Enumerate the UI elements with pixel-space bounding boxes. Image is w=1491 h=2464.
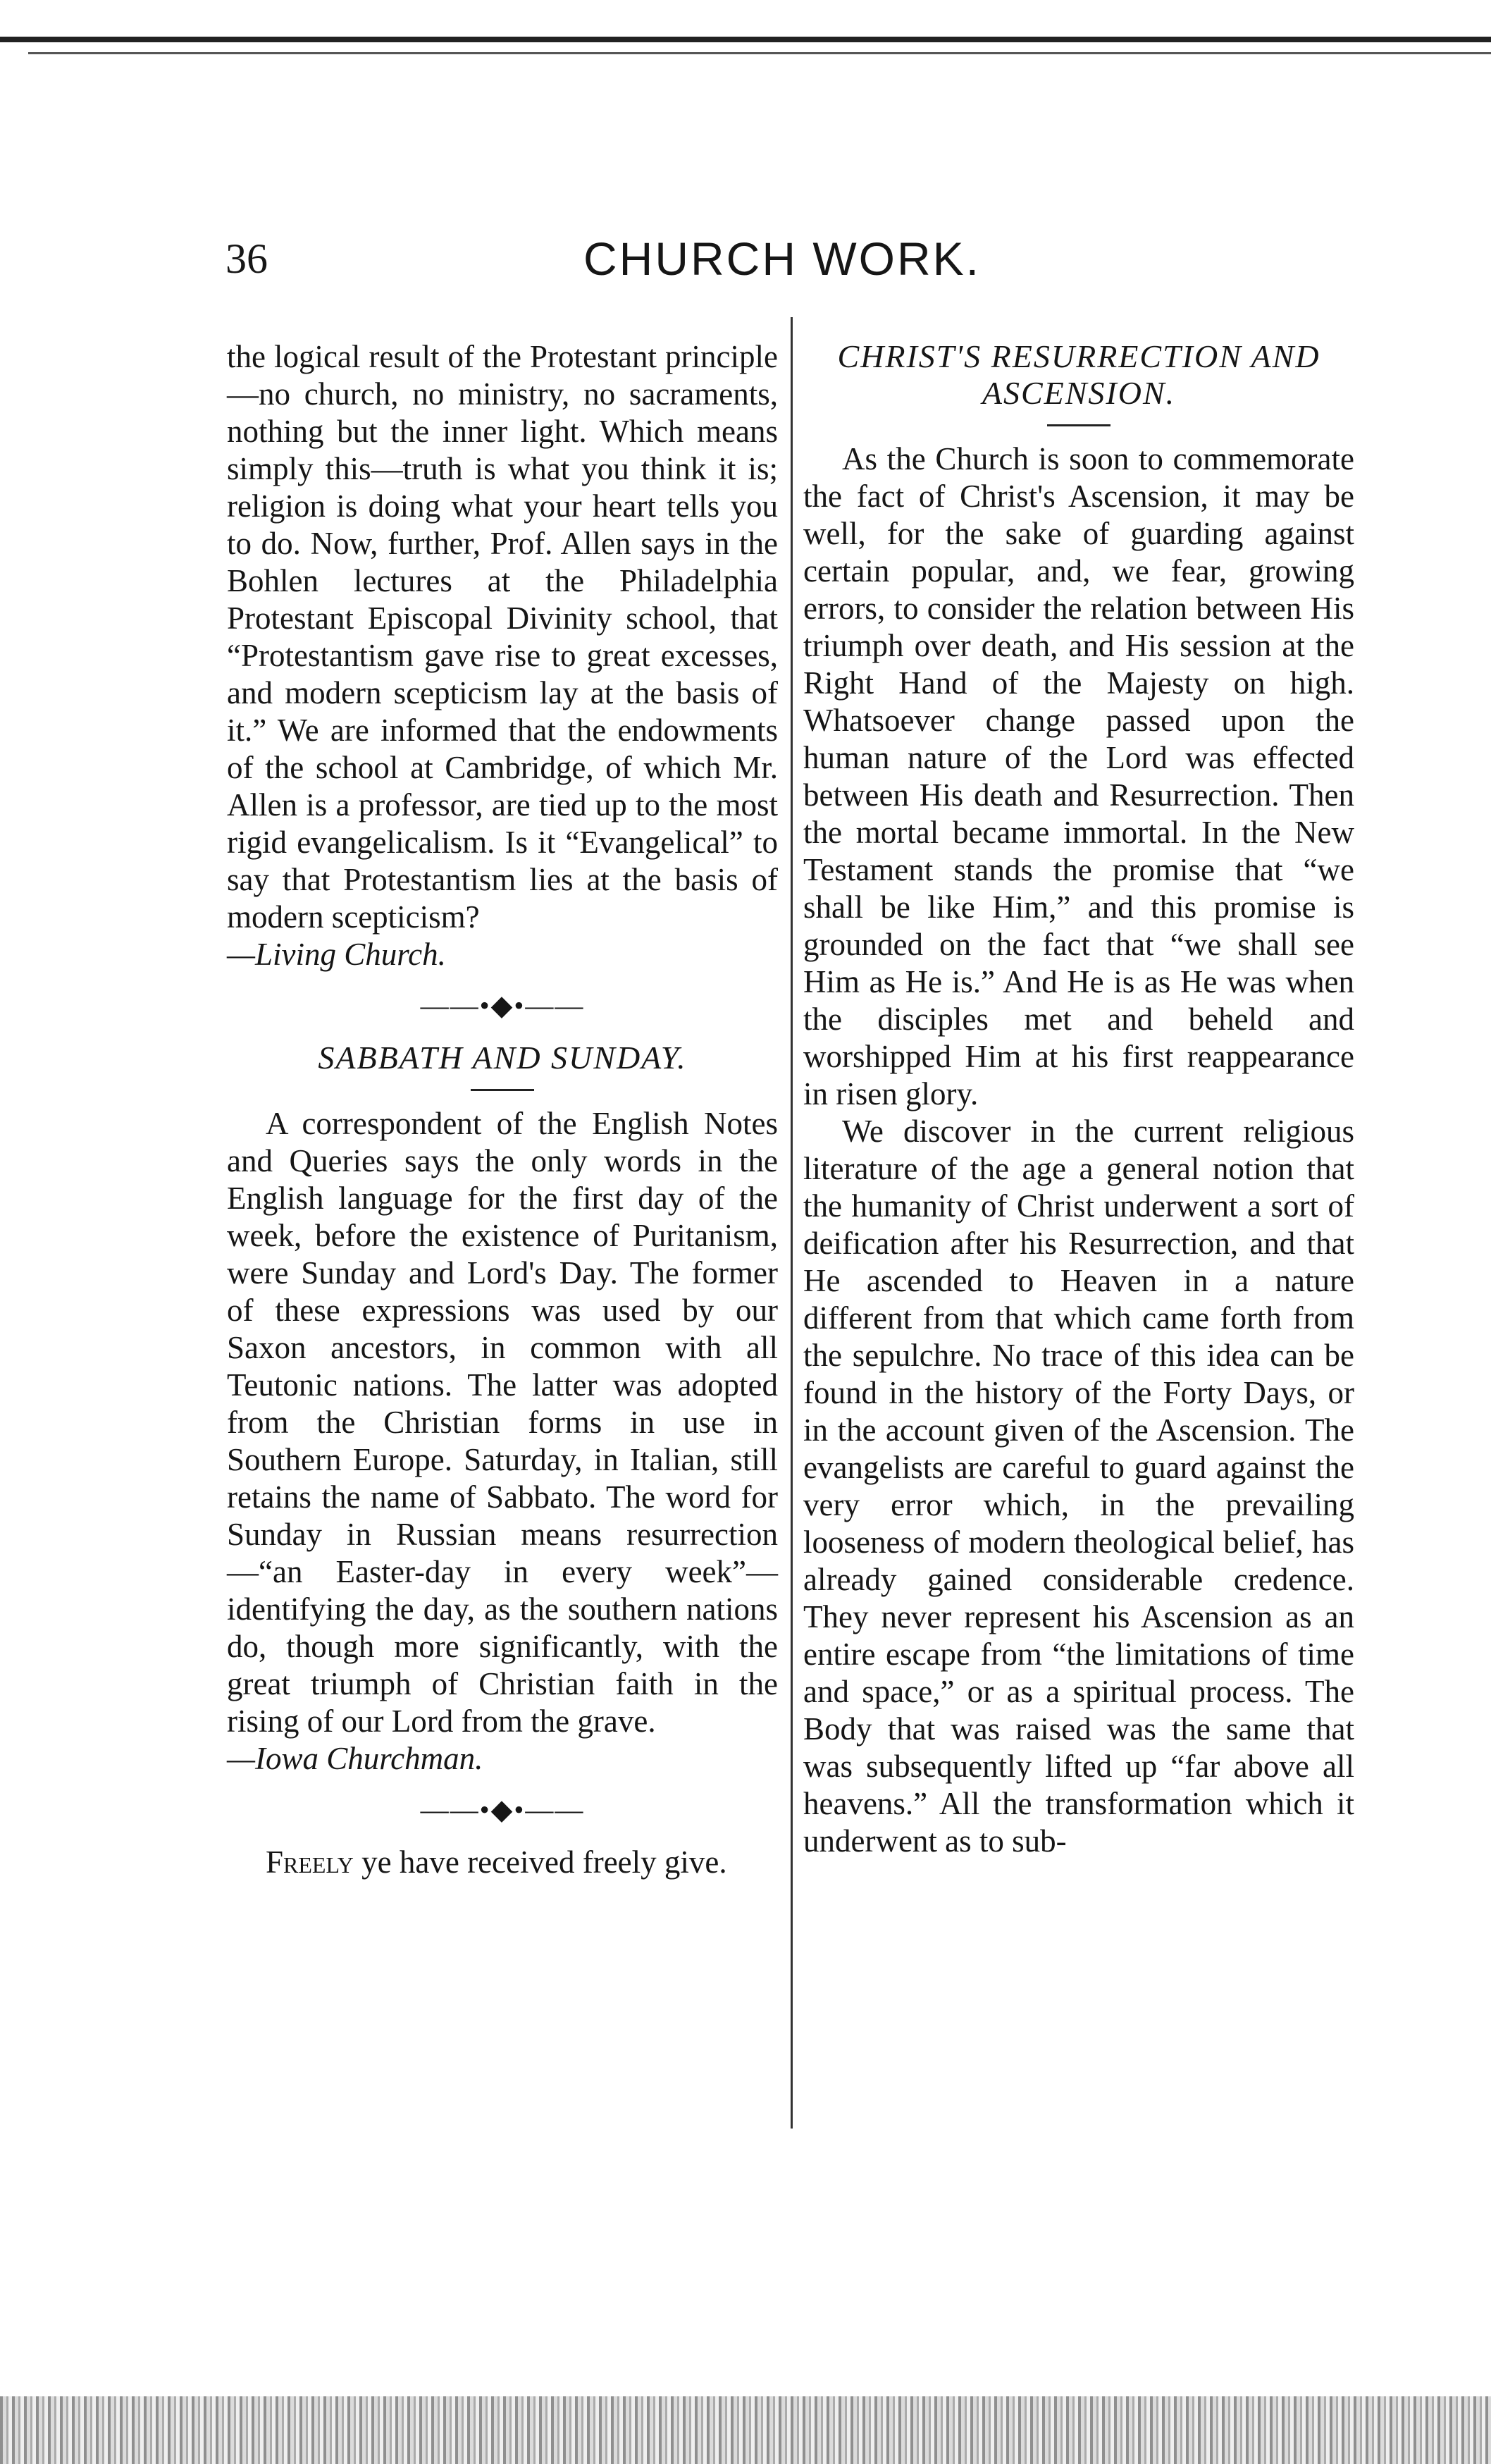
left-paragraph-2: A correspondent of the English Notes and Queries says the only words in the English language for the first day of the week, before the existence of Puritanism, were Sunday and Lord's Day. The former of these expressions was used by our Saxon ancestors, in common with all Teutonic nations. The latter was adopted from the Christian forms in use in Southern Europe. Saturday, in Italian, still retains the name of Sabbato. The word for Sunday in Russian means resurrection—“an Easter-day in every week”—identifying the day, as the southern nations do, though more significantly, with the great triumph of Christian faith in the rising of our Lord from the grave. [227, 1106, 778, 1739]
page-header [225, 227, 1339, 290]
heading-rule-left [471, 1089, 534, 1091]
top-border-rule [0, 37, 1491, 42]
right-paragraph-1: As the Church is soon to commemorate the fact of Christ's Ascension, it may be well, for the sake of guarding against certain popular, and, we fear, growing errors, to consider the relation between His triumph over death, and His session at the Right Hand of the Majesty on high. Whatsoever change passed upon the human nature of the Lord was effected between His death and Resurrection. Then the mortal became immortal. In the New Testament stands the promise that “we shall be like Him,” and this promise is grounded on the fact that “we shall see Him as He is.” And He is as He was when the disciples met and beheld and worshipped Him at his first reappearance in risen glory. [803, 441, 1354, 1111]
top-border-rule-thin [28, 52, 1491, 54]
left-paragraph-1: the logical result of the Protestant principle—no church, no ministry, no sacraments, nothing but the inner light. Which means simply this—truth is what you think it is; religion is doing what your heart tells you to do. Now, further, Prof. Allen says in the Bohlen lectures at the Philadelphia Protestant Episcopal Divinity school, that “Protestantism gave rise to great excesses, and modern scepticism lay at the basis of it.” We are informed that the endowments of the school at Cambridge, of which Mr. Allen is a professor, are tied up to the most rigid evangelicalism. Is it “Evangelical” to say that Protestantism lies at the basis of modern scepticism? [227, 339, 778, 935]
bottom-scan-edge [0, 2396, 1491, 2464]
heading-rule-right [1047, 424, 1110, 426]
resurrection-heading: CHRIST'S RESURRECTION AND ASCENSION. [837, 338, 1320, 411]
right-paragraph-2: We discover in the current religious literature of the age a general notion that the humanity of Christ underwent a sort of deification after his Resurrection, and that He ascended to Heaven in a nature different from that which came forth from the sepulchre. No trace of this idea can be found in the history of the Forty Days, or in the account given of the Ascension. The evangelists are careful to guard against the very error which, in the prevailing looseness of modern theological belief, has already gained considerable credence. They never represent his Ascension as an entire escape from “the limitations of time and space,” or as a spiritual process. The Body that was raised was the same that was subsequently lifted up “far above all heavens.” All the transformation which it underwent as to sub- [803, 1114, 1354, 1859]
right-column [803, 338, 1354, 1860]
left-paragraph-3 [227, 1844, 778, 1881]
section-ornament-1: ——•◆•—— [420, 990, 585, 1021]
freely-lead-word: Freely [266, 1844, 354, 1880]
running-title: CHURCH WORK. [583, 233, 981, 285]
left-column [227, 338, 778, 1881]
left-attribution-1: —Living Church. [227, 937, 446, 972]
sabbath-heading: SABBATH AND SUNDAY. [318, 1040, 687, 1076]
column-divider [791, 317, 793, 2129]
section-ornament-2: ——•◆•—— [420, 1794, 585, 1825]
page-number: 36 [225, 235, 268, 282]
freely-rest-text: ye have received freely give. [353, 1844, 727, 1880]
left-attribution-2: —Iowa Churchman. [227, 1741, 483, 1776]
